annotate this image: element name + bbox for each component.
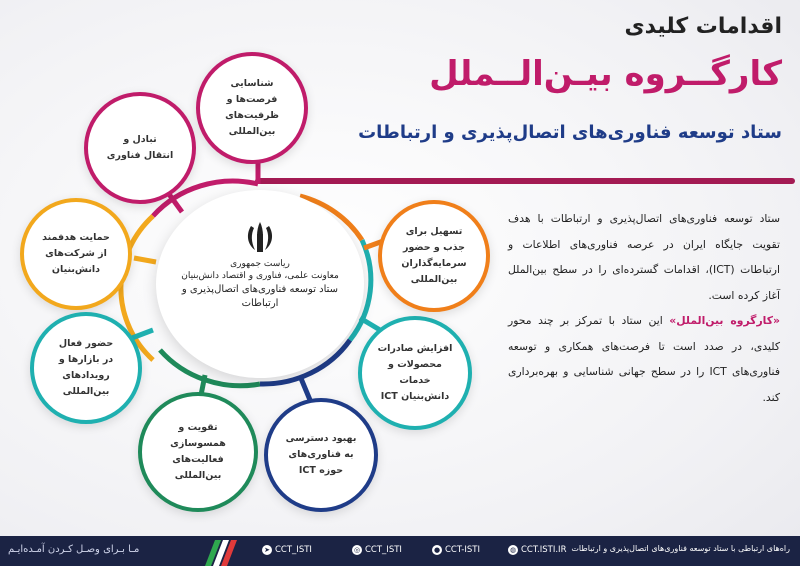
item-activity-alignment	[138, 392, 258, 512]
footer-link-telegram[interactable]	[262, 545, 312, 555]
bale-icon: ●	[433, 546, 441, 554]
item-technology-access	[264, 398, 378, 512]
item-label: حضور فعال در بازارها و رویدادهای بین‌المللی	[58, 338, 114, 397]
telegram-icon: ➤	[262, 545, 272, 555]
iran-emblem-icon	[240, 220, 280, 254]
footer-link-text: CCT_ISTI	[275, 545, 312, 555]
key-actions-title: اقدامات کلیدی	[624, 14, 782, 39]
item-label: حمایت هدفمند از شرکت‌های دانش‌بنیان	[42, 232, 110, 275]
footer-contact-note: راه‌های ارتباطی با ستاد توسعه فناوری‌های اتصال‌پذیری و ارتباطات	[571, 544, 790, 553]
globe-icon: ◍	[509, 546, 517, 554]
intro-paragraph-2-rest: این ستاد با تمرکز بر چند محور کلیدی، در صدد است تا فرصت‌های همکاری و توسعه فناوری‌های ICT را در سطح جهانی شناسایی و بهره‌برداری کند.	[508, 314, 780, 404]
footer-link-text: CCT-ISTI	[445, 545, 480, 555]
intro-highlight: «کارگروه بین‌الملل»	[669, 314, 780, 327]
footer-tagline: مـا بـرای وصـل کـردن آمـده‌ایـم	[8, 544, 140, 555]
center-line-1: ریاست جمهوری	[230, 259, 290, 269]
item-label: افزایش صادرات محصولات و خدمات دانش‌بنیان ICT	[377, 343, 453, 402]
center-line-2: معاونت علمی، فناوری و اقتصاد دانش‌بنیان	[181, 271, 339, 281]
item-technology-exchange	[84, 92, 196, 204]
footer-link-instagram[interactable]	[352, 545, 402, 555]
intro-paragraph-1: ستاد توسعه فناوری‌های اتصال‌پذیری و ارتباطات با هدف تقویت جایگاه ایران در عرصه فناوری‌های اطلاعات و ارتباطات (ICT)، اقدامات گسترده‌ای را در سطح بین‌الملل آغاز کرده است.	[508, 212, 780, 302]
item-label: بهبود دسترسی به فناوری‌های حوزه ICT	[285, 433, 357, 476]
item-label: تقویت و همسوسازی فعالیت‌های بین‌المللی	[170, 422, 226, 481]
center-text	[170, 258, 350, 311]
footer-link-bale[interactable]	[432, 545, 480, 555]
footer-link-website[interactable]	[508, 545, 566, 555]
headquarters-subtitle: ستاد توسعه فناوری‌های اتصال‌پذیری و ارتباطات	[358, 122, 782, 143]
center-badge	[156, 190, 364, 378]
item-label: تسهیل برای جذب و حضور سرمایه‌گذاران بین‌المللی	[401, 226, 467, 285]
instagram-icon: ◎	[353, 546, 361, 554]
item-investor-facilitation	[378, 200, 490, 312]
item-knowledge-company-support	[20, 198, 132, 310]
international-group-title: کارگــروه بیـن‌الــملل	[429, 54, 782, 94]
item-identify-opportunities	[196, 52, 308, 164]
footer-link-text: CCT.ISTI.IR	[521, 545, 567, 555]
footer-link-text: CCT_ISTI	[365, 545, 402, 555]
center-line-3: ستاد توسعه فناوری‌های اتصال‌پذیری و ارتباطات	[181, 284, 339, 309]
item-active-presence	[30, 312, 142, 424]
flag-ribbon-icon	[205, 540, 237, 566]
item-label: شناسایی فرصت‌ها و ظرفیت‌های بین‌المللی	[225, 78, 279, 137]
item-label: تبادل و انتقال فناوری	[106, 134, 174, 161]
item-export-growth	[358, 316, 472, 430]
